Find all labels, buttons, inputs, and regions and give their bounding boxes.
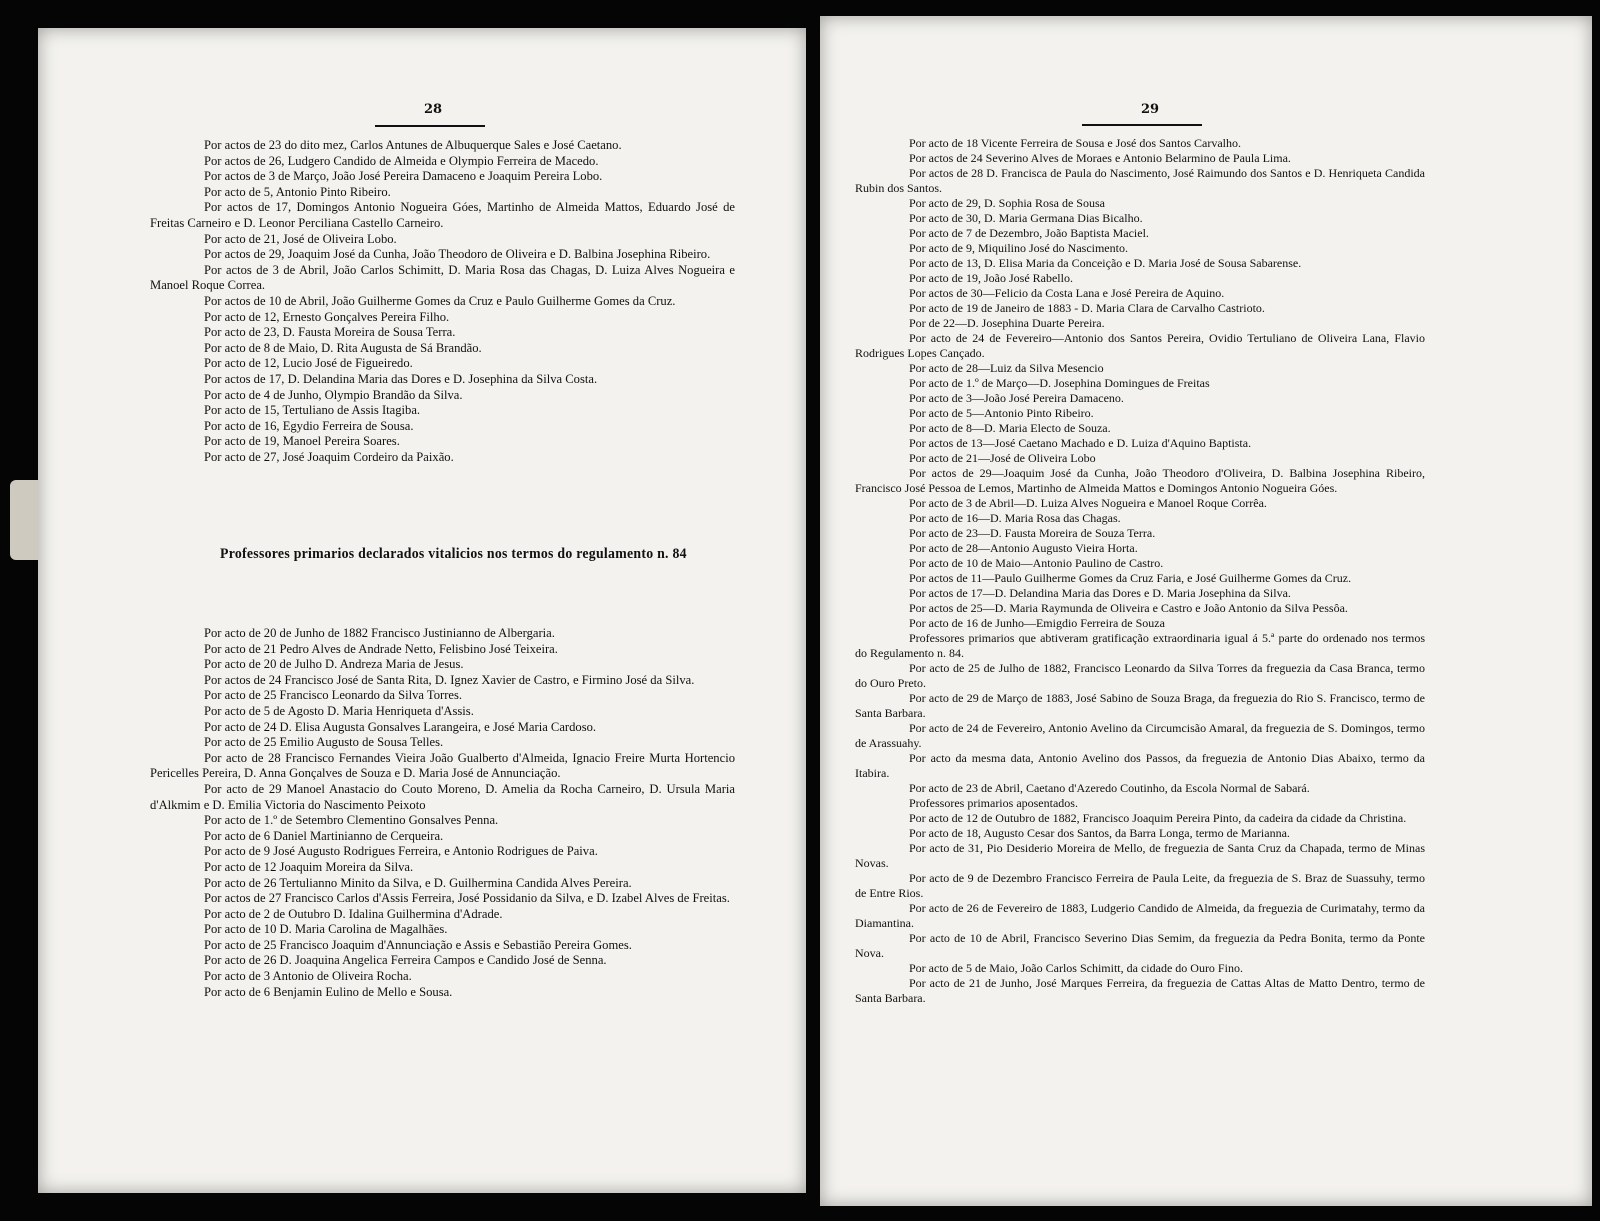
entry-paragraph: Por acto de 12, Lucio José de Figueiredo. <box>204 356 413 371</box>
entry-paragraph: Por actos de 23 do dito mez, Carlos Antunes de Albuquerque Sales e José Caetano. <box>204 138 622 152</box>
entry-paragraph: Por actos de 17, D. Delandina Maria das Dores e D. Josephina da Silva Costa. <box>204 371 598 386</box>
entry-paragraph: Por actos de 10 de Abril, João Guilherme Gomes da Cruz e Paulo Guilherme Gomes da Cruz. <box>204 293 676 308</box>
entry-paragraph: Por acto de 2 de Outubro D. Idalina Guilhermina d'Adrade. <box>204 906 503 921</box>
entry-paragraph: Por acto de 23 de Abril, Caetano d'Azeredo Coutinho, da Escola Normal de Sabará. <box>909 781 1310 795</box>
entry-paragraph: Por acto de 12, Ernesto Gonçalves Pereira Filho. <box>204 309 450 324</box>
entry-paragraph: Por acto de 26 D. Joaquina Angelica Ferreira Campos e Candido José de Senna. <box>204 953 607 968</box>
entry-paragraph: Por actos de 24 Francisco José de Santa Rita, D. Ignez Xavier de Castro, e Firmino José da Silva. <box>204 672 695 687</box>
entry-paragraph: Por acto de 18 Vicente Ferreira de Sousa e José dos Santos Carvalho. <box>909 136 1241 150</box>
entry-paragraph: Por acto de 20 de Julho D. Andreza Maria de Jesus. <box>204 657 464 672</box>
entry-paragraph: Por acto de 5—Antonio Pinto Ribeiro. <box>909 406 1094 420</box>
left-page <box>38 28 806 1193</box>
entry-paragraph: Por acto de 23, D. Fausta Moreira de Sousa Terra. <box>204 325 456 340</box>
entry-paragraph: Por actos de 3 de Março, João José Pereira Damaceno e Joaquim Pereira Lobo. <box>204 169 603 184</box>
entry-paragraph: Professores primarios aposentados. <box>909 796 1078 810</box>
page-number-right: 29 <box>1140 102 1160 117</box>
entry-paragraph: Por acto de 9 José Augusto Rodrigues Ferreira, e Antonio Rodrigues de Paiva. <box>204 844 598 859</box>
page-number-rule <box>1082 124 1202 126</box>
left-bottom-text <box>150 626 735 1000</box>
entry-paragraph: Por acto de 21 Pedro Alves de Andrade Netto, Felisbino José Teixeira. <box>204 641 558 656</box>
entry-paragraph: Por actos de 30—Felicio da Costa Lana e José Pereira de Aquino. <box>909 286 1225 300</box>
entry-paragraph: Por acto de 25 Emilio Augusto de Sousa Telles. <box>204 735 444 750</box>
entry-paragraph: Por acto de 7 de Dezembro, João Baptista Maciel. <box>909 226 1149 240</box>
entry-paragraph: Por acto de 31, Pio Desiderio Moreira de Mello, de freguezia de Santa Cruz da Chapada, termo de Minas Novas. <box>855 841 1425 870</box>
entry-paragraph: Por actos de 25—D. Maria Raymunda de Oliveira e Castro e João Antonio da Silva Pessôa. <box>909 601 1348 615</box>
entry-paragraph: Por acto de 25 Francisco Leonardo da Silva Torres. <box>204 688 463 703</box>
entry-paragraph: Por acto de 1.º de Março—D. Josephina Domingues de Freitas <box>909 376 1210 390</box>
entry-paragraph: Por acto de 5 de Maio, João Carlos Schimitt, da cidade do Ouro Fino. <box>909 961 1243 975</box>
entry-paragraph: Por actos de 17—D. Delandina Maria das Dores e D. Maria Josephina da Silva. <box>909 586 1291 600</box>
entry-paragraph: Por acto de 25 de Julho de 1882, Francisco Leonardo da Silva Torres da freguezia da Casa Branca, termo do Ouro Preto. <box>855 661 1425 690</box>
entry-paragraph: Por acto de 29 Manoel Anastacio do Couto Moreno, D. Amelia da Rocha Carneiro, D. Ursula Maria d'Alkmim e D. Emilia Victoria do Nascimento Peixoto <box>150 781 735 812</box>
entry-paragraph: Por acto de 16 de Junho—Emigdio Ferreira de Souza <box>909 616 1165 630</box>
page-number-left: 28 <box>423 102 443 117</box>
entry-paragraph: Por acto de 26 Tertulianno Minito da Silva, e D. Guilhermina Candida Alves Pereira. <box>204 875 632 890</box>
entry-paragraph: Por acto de 5, Antonio Pinto Ribeiro. <box>204 184 391 199</box>
entry-paragraph: Por actos de 26, Ludgero Candido de Almeida e Olympio Ferreira de Macedo. <box>204 153 599 168</box>
entry-paragraph: Por acto de 6 Daniel Martinianno de Cerqueira. <box>204 828 444 843</box>
entry-paragraph: Por acto de 3—João José Pereira Damaceno. <box>909 391 1124 405</box>
entry-paragraph: Por acto de 16, Egydio Ferreira de Sousa. <box>204 418 414 433</box>
entry-paragraph: Por acto de 19, João José Rabello. <box>909 271 1073 285</box>
entry-paragraph: Por acto de 23—D. Fausta Moreira de Souza Terra. <box>909 526 1156 540</box>
entry-paragraph: Por acto de 24 de Fevereiro—Antonio dos Santos Pereira, Ovidio Tertuliano de Oliveira Lana, Flavio Rodrigues Lopes Cançado. <box>855 331 1425 360</box>
entry-paragraph: Por actos de 27 Francisco Carlos d'Assis Ferreira, José Possidanio da Silva, e D. Izabel Alves de Freitas. <box>204 891 730 906</box>
entry-paragraph: Por actos de 29, Joaquim José da Cunha, João Theodoro de Oliveira e D. Balbina Josephina Ribeiro. <box>204 247 711 262</box>
entry-paragraph: Professores primarios que abtiveram gratificação extraordinaria igual á 5.ª parte do ordenado nos termos do Regulamento n. 84. <box>855 631 1425 660</box>
entry-paragraph: Por acto de 19, Manoel Pereira Soares. <box>204 434 400 449</box>
entry-paragraph: Por acto de 29, D. Sophia Rosa de Sousa <box>909 196 1105 210</box>
entry-paragraph: Por acto de 12 de Outubro de 1882, Francisco Joaquim Pereira Pinto, da cadeira da cidade da Christina. <box>909 811 1407 825</box>
entry-paragraph: Por acto de 8 de Maio, D. Rita Augusta de Sá Brandão. <box>204 340 482 355</box>
entry-paragraph: Por acto de 19 de Janeiro de 1883 - D. Maria Clara de Carvalho Castrioto. <box>909 301 1265 315</box>
entry-paragraph: Por acto de 9 de Dezembro Francisco Ferreira de Paula Leite, da freguezia de S. Braz de Suassuhy, termo de Entre Rios. <box>855 871 1425 900</box>
entry-paragraph: Por acto de 24 de Fevereiro, Antonio Avelino da Circumcisão Amaral, da freguezia de S. Domingos, termo de Arassuahy. <box>855 721 1425 750</box>
entry-paragraph: Por acto de 10 D. Maria Carolina de Magalhães. <box>204 922 448 937</box>
entry-paragraph: Por acto de 10 de Abril, Francisco Severino Dias Semim, da freguezia da Pedra Bonita, termo da Ponte Nova. <box>855 931 1425 960</box>
entry-paragraph: Por acto da mesma data, Antonio Avelino dos Passos, da freguezia de Antonio Dias Abaixo, termo da Itabira. <box>855 751 1425 780</box>
entry-paragraph: Por acto de 27, José Joaquim Cordeiro da Paixão. <box>204 449 454 464</box>
entry-paragraph: Por acto de 16—D. Maria Rosa das Chagas. <box>909 511 1121 525</box>
page-number-rule <box>375 125 485 127</box>
entry-paragraph: Por acto de 21—José de Oliveira Lobo <box>909 451 1096 465</box>
entry-paragraph: Por actos de 29—Joaquim José da Cunha, João Theodoro d'Oliveira, D. Balbina Josephina Ribeiro, Francisco José Pessoa de Lemos, Martinho de Almeida Mattos e Domingos Antonio Nogueira Góes. <box>855 466 1425 495</box>
entry-paragraph: Por acto de 4 de Junho, Olympio Brandão da Silva. <box>204 387 463 402</box>
right-page-text <box>855 136 1425 1006</box>
entry-paragraph: Por acto de 15, Tertuliano de Assis Itagiba. <box>204 403 421 418</box>
entry-paragraph: Por acto de 12 Joaquim Moreira da Silva. <box>204 859 414 874</box>
entry-paragraph: Por acto de 5 de Agosto D. Maria Henriqueta d'Assis. <box>204 703 474 718</box>
entry-paragraph: Por actos de 13—José Caetano Machado e D. Luiza d'Aquino Baptista. <box>909 436 1252 450</box>
section-heading: Professores primarios declarados vitalicios nos termos do regulamento n. 84 <box>220 546 687 562</box>
entry-paragraph: Por acto de 13, D. Elisa Maria da Conceição e D. Maria José de Sousa Sabarense. <box>909 256 1302 270</box>
entry-paragraph: Por actos de 28 D. Francisca de Paula do Nascimento, José Raimundo dos Santos e D. Henriqueta Candida Rubin dos Santos. <box>855 166 1425 195</box>
entry-paragraph: Por acto de 25 Francisco Joaquim d'Annunciação e Assis e Sebastião Pereira Gomes. <box>204 937 632 952</box>
entry-paragraph: Por acto de 29 de Março de 1883, José Sabino de Souza Braga, da freguezia do Rio S. Francisco, termo de Santa Barbara. <box>855 691 1425 720</box>
entry-paragraph: Por acto de 3 Antonio de Oliveira Rocha. <box>204 969 412 984</box>
left-top-text <box>150 138 735 465</box>
entry-paragraph: Por acto de 9, Miquilino José do Nascimento. <box>909 241 1128 255</box>
entry-paragraph: Por acto de 3 de Abril—D. Luiza Alves Nogueira e Manoel Roque Corrêa. <box>909 496 1267 510</box>
entry-paragraph: Por acto de 1.º de Setembro Clementino Gonsalves Penna. <box>204 813 499 828</box>
entry-paragraph: Por actos de 17, Domingos Antonio Nogueira Góes, Martinho de Almeida Mattos, Eduardo José de Freitas Carneiro e D. Leonor Perciliana Castello Carneiro. <box>150 200 735 230</box>
entry-paragraph: Por actos de 3 de Abril, João Carlos Schimitt, D. Maria Rosa das Chagas, D. Luiza Alves Nogueira e Manoel Roque Correa. <box>150 262 735 293</box>
entry-paragraph: Por acto de 28—Luiz da Silva Mesencio <box>909 361 1104 375</box>
entry-paragraph: Por acto de 24 D. Elisa Augusta Gonsalves Larangeira, e José Maria Cardoso. <box>204 719 597 734</box>
entry-paragraph: Por actos de 11—Paulo Guilherme Gomes da Cruz Faria, e José Guilherme Gomes da Cruz. <box>909 571 1352 585</box>
entry-paragraph: Por acto de 6 Benjamin Eulino de Mello e Sousa. <box>204 984 453 999</box>
entry-paragraph: Por acto de 30, D. Maria Germana Dias Bicalho. <box>909 211 1143 225</box>
entry-paragraph: Por acto de 28 Francisco Fernandes Vieira João Gualberto d'Almeida, Ignacio Freire Murta Hortencio Pericelles Pereira, D. Anna Gonçalves de Souza e D. Maria José de Annunciação. <box>150 750 735 781</box>
entry-paragraph: Por acto de 21 de Junho, José Marques Ferreira, da freguezia de Cattas Altas de Matto Dentro, termo de Santa Barbara. <box>855 976 1425 1005</box>
entry-paragraph: Por acto de 28—Antonio Augusto Vieira Horta. <box>909 541 1138 555</box>
entry-paragraph: Por acto de 21, José de Oliveira Lobo. <box>204 231 397 246</box>
right-page <box>820 16 1592 1206</box>
entry-paragraph: Por actos de 24 Severino Alves de Moraes e Antonio Belarmino de Paula Lima. <box>909 151 1291 165</box>
entry-paragraph: Por de 22—D. Josephina Duarte Pereira. <box>909 316 1105 330</box>
entry-paragraph: Por acto de 8—D. Maria Electo de Souza. <box>909 421 1111 435</box>
entry-paragraph: Por acto de 20 de Junho de 1882 Francisco Justinianno de Albergaria. <box>204 626 555 640</box>
entry-paragraph: Por acto de 26 de Fevereiro de 1883, Ludgerio Candido de Almeida, da freguezia de Curimatahy, termo da Diamantina. <box>855 901 1425 930</box>
entry-paragraph: Por acto de 18, Augusto Cesar dos Santos, da Barra Longa, termo de Marianna. <box>909 826 1290 840</box>
entry-paragraph: Por acto de 10 de Maio—Antonio Paulino de Castro. <box>909 556 1164 570</box>
